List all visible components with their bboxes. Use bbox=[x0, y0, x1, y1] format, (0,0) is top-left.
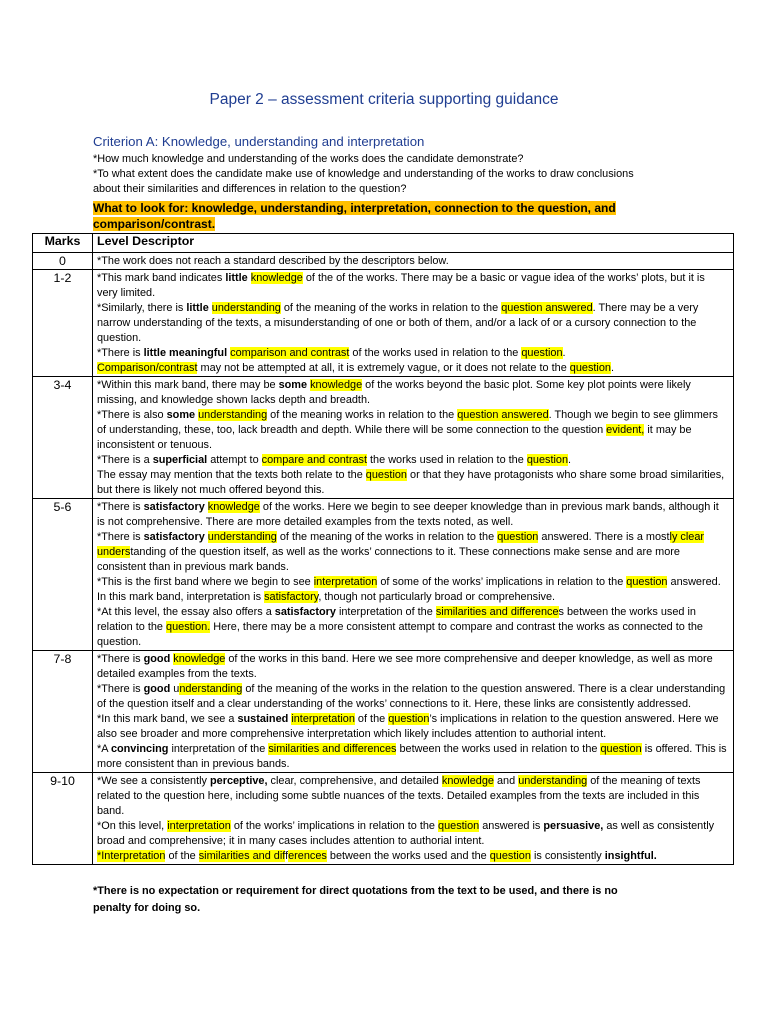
table-body bbox=[33, 253, 734, 865]
page-title: Paper 2 – assessment criteria supporting guidance bbox=[209, 91, 559, 108]
descriptor-paragraph: *There is satisfactory knowledge of the works. Here we begin to see deeper knowledge than in previous mark bands, although it is not comprehensive. There are more detailed examples from the texts noted, as well. bbox=[97, 501, 719, 528]
descriptor-paragraph: *There is a superficial attempt to compare and contrast the works used in relation to the question. bbox=[97, 454, 572, 466]
level-descriptor bbox=[93, 253, 734, 270]
level-descriptor bbox=[93, 499, 734, 651]
descriptor-paragraph: *There is little meaningful comparison and contrast of the works used in relation to the question. bbox=[97, 347, 566, 359]
descriptor-paragraph: *On this level, interpretation of the works’ implications in relation to the question answered is persuasive, as well as consistently broad and comprehensive; it in many cases includes attention to authorial intent. bbox=[97, 820, 715, 847]
descriptor-paragraph: *Within this mark band, there may be some knowledge of the works beyond the basic plot. Some key plot points were likely missing, and knowledge shown lacks depth and breadth. bbox=[97, 379, 691, 406]
descriptor-paragraph: *There is also some understanding of the meaning works in relation to the question answered. Though we begin to see glimmers of understanding, these, too, lack breadth and depth. While there will be some connection to the question evident, it may be inconsistent or tenuous. bbox=[97, 409, 718, 451]
level-descriptor bbox=[93, 377, 734, 499]
guiding-questions bbox=[93, 152, 653, 198]
descriptor-paragraph: *The work does not reach a standard described by the descriptors below. bbox=[97, 255, 449, 267]
table-row bbox=[33, 651, 734, 773]
descriptor-paragraph: *A convincing interpretation of the similarities and differences between the works used in relation to the question is offered. This is more consistent than in previous bands. bbox=[97, 743, 727, 770]
descriptor-paragraph: *In this mark band, we see a sustained interpretation of the question’s implications in relation to the question answered. Here we also see broader and more comprehensive interpretation which likely includes attention to authorial intent. bbox=[97, 713, 719, 740]
mark-band: 1-2 bbox=[33, 270, 93, 377]
descriptor-paragraph: *There is good knowledge of the works in this band. Here we see more comprehensive and deeper knowledge, as well as more detailed examples from the texts. bbox=[97, 653, 713, 680]
mark-band: 9-10 bbox=[33, 773, 93, 865]
mark-band: 3-4 bbox=[33, 377, 93, 499]
mark-band: 5-6 bbox=[33, 499, 93, 651]
question-1: *How much knowledge and understanding of the works does the candidate demonstrate? bbox=[93, 153, 524, 165]
descriptor-paragraph: *There is satisfactory understanding of the meaning of the works in relation to the question answered. There is a mostly clear understanding of the question itself, as well as the works’ connections to it. These connections make sense and are more consistent than in previous mark bands. bbox=[97, 531, 705, 573]
descriptor-paragraph: *Interpretation of the similarities and differences between the works used and the question is consistently insightful. bbox=[97, 850, 657, 862]
descriptor-paragraph: *Similarly, there is little understanding of the meaning of the works in relation to the question answered. There may be a very narrow understanding of the texts, a misunderstanding of one or both of them, and/or a lack of or a cursory connection to the question. bbox=[97, 302, 699, 344]
what-to-look-for bbox=[93, 200, 653, 232]
mark-band: 7-8 bbox=[33, 651, 93, 773]
table-row bbox=[33, 377, 734, 499]
marks-header: Marks bbox=[33, 234, 93, 253]
descriptor-header: Level Descriptor bbox=[93, 234, 734, 253]
level-descriptor-table bbox=[32, 233, 734, 865]
descriptor-paragraph: Comparison/contrast may not be attempted at all, it is extremely vague, or it does not relate to the question. bbox=[97, 362, 614, 374]
descriptor-paragraph: *At this level, the essay also offers a satisfactory interpretation of the similarities and differences between the works used in relation to the question. Here, there may be a more consistent attempt to compare and contrast the works as connected to the question. bbox=[97, 606, 703, 648]
descriptor-paragraph: *We see a consistently perceptive, clear, comprehensive, and detailed knowledge and understanding of the meaning of texts related to the question here, including some subtle nuances of the texts. Detailed examples from the texts are included in this band. bbox=[97, 775, 701, 817]
table-row bbox=[33, 270, 734, 377]
table-row bbox=[33, 499, 734, 651]
question-2: *To what extent does the candidate make use of knowledge and understanding of the works to draw conclusions about their similarities and differences in relation to the question? bbox=[93, 168, 634, 196]
level-descriptor bbox=[93, 270, 734, 377]
level-descriptor bbox=[93, 773, 734, 865]
what-to-look-for-text: What to look for: knowledge, understanding, interpretation, connection to the question, and comparison/contrast. bbox=[93, 201, 616, 232]
descriptor-paragraph: *This mark band indicates little knowledge of the of the works. There may be a basic or vague idea of the works’ plots, but it is very limited. bbox=[97, 272, 705, 299]
descriptor-paragraph: *This is the first band where we begin to see interpretation of some of the works’ implications in relation to the question answered. In this mark band, interpretation is satisfactory, though not particularly broad or comprehensive. bbox=[97, 576, 721, 603]
criterion-heading: Criterion A: Knowledge, understanding and interpretation bbox=[93, 134, 425, 149]
descriptor-paragraph: *There is good understanding of the meaning of the works in the relation to the question answered. There is a clear understanding of the question itself and a clear understanding of the works’ connections to it. Here, these links are consistently addressed. bbox=[97, 683, 726, 710]
mark-band: 0 bbox=[33, 253, 93, 270]
level-descriptor bbox=[93, 651, 734, 773]
footnote: *There is no expectation or requirement for direct quotations from the text to be used, and there is no penalty for doing so. bbox=[93, 885, 618, 914]
table-row bbox=[33, 773, 734, 865]
descriptor-paragraph: The essay may mention that the texts both relate to the question or that they have protagonists who share some broad similarities, but there is likely not much offered beyond this. bbox=[97, 469, 725, 496]
table-row bbox=[33, 253, 734, 270]
